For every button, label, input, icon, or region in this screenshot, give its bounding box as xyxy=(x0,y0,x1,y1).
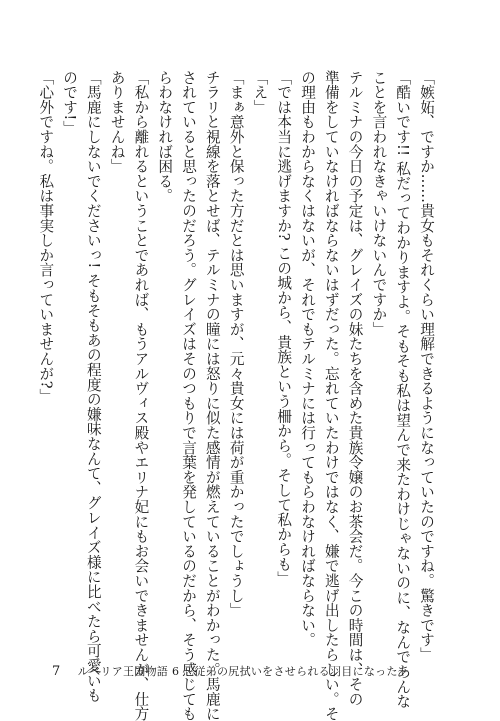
text-line: 「嫉妬、ですか……貴女もそれくらい理解できるようになっていたのですね。驚きです」 xyxy=(418,70,435,662)
text-line: 「え」 xyxy=(251,70,269,115)
text-line: チラリと視線を落とせば、テルミナの瞳には怒りに似た感情が燃えていることがわかった。馬鹿に xyxy=(203,70,221,721)
text-line: テルミナの今日の予定は、グレイズの妹たちを含めた貴族令嬢のお茶会だ。今この時間は、その xyxy=(346,70,364,707)
text-line: 「では本当に逃げますか? この城から、貴族という柵から。そして私からも」 xyxy=(275,70,293,587)
text-line: ことを言われなきゃいけないんですか」 xyxy=(370,70,388,337)
text-line: 「酷いです!! 私だってわかりますよ。そもそも私は望んで来たわけじゃないのに、なんであんな xyxy=(394,70,412,709)
text-line: 「私から離れるということであれば、もうアルヴィス殿やエリナ妃にもお会いできませんが、仕方 xyxy=(132,70,150,721)
text-line: ありませんね」 xyxy=(108,70,126,174)
text-line: されていると思ったのだろう。グレイズはそのつもりで言葉を発しているのだから、そう感じても xyxy=(180,70,198,721)
text-line: 「馬鹿にしないでくださいっ! そもそもあの程度の嫌味なんて、グレイズ様に比べたら可愛いも xyxy=(84,70,102,703)
text-line: の理由もわからなくはないが、それでもテルミナには行ってもらわなければならない。 xyxy=(299,70,317,648)
page-number: 7 xyxy=(52,664,61,679)
text-line: らわなければ困る。 xyxy=(156,70,174,204)
page-footer xyxy=(52,663,409,679)
book-title: ルベリア王国物語 6 〜従弟の尻拭いをさせられる羽目になった〜 xyxy=(77,665,410,678)
text-line: 「心外ですね。私は事実しか言っていませんが?」 xyxy=(37,70,55,404)
text-line: のです!」 xyxy=(61,70,79,136)
text-line: 「まぁ意外と保った方だとは思いますが、元々貴女には荷が重かったでしょうし」 xyxy=(227,70,245,618)
text-line: 準備をしていなければならないはずだった。忘れていたわけではなく、嫌で逃げ出したらしい。そ xyxy=(322,70,340,721)
